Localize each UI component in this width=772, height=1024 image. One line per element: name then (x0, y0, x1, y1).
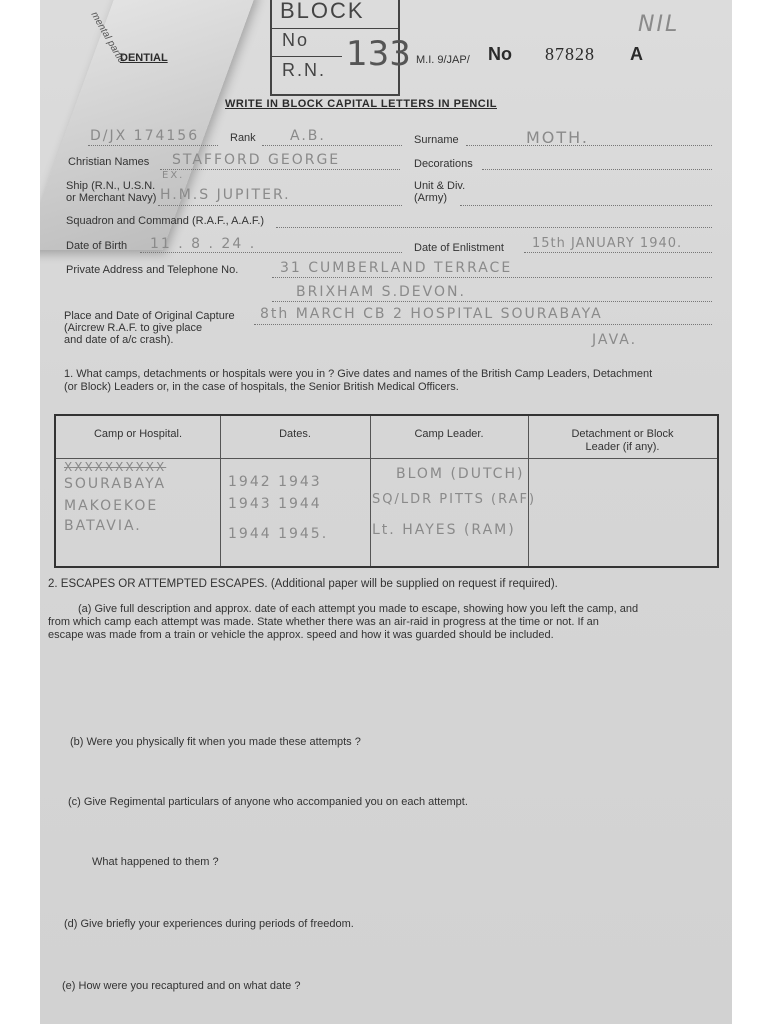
rank-label: Rank (230, 132, 256, 144)
unit-label-2: (Army) (414, 192, 447, 204)
question-2c: (c) Give Regimental particulars of anyone who accompanied you on each attempt. (68, 796, 468, 808)
decorations-label: Decorations (414, 158, 473, 170)
header-camp: Camp or Hospital. (93, 428, 183, 440)
table-row-1-camp: SOURABAYA (64, 476, 167, 492)
folded-corner (40, 0, 257, 250)
block-stamp (270, 0, 411, 96)
table-row-0-camp: XXXXXXXXXX (64, 460, 167, 474)
folded-corner-text: mental partic (88, 10, 127, 66)
enlistment-label: Date of Enlistment (414, 242, 504, 254)
stamp-line-2: No (282, 30, 310, 50)
address-label: Private Address and Telephone No. (66, 264, 239, 276)
table-row-3-dates: 1944 1945. (228, 526, 329, 542)
address-line-2: BRIXHAM S.DEVON. (296, 284, 466, 300)
question-2-title: 2. ESCAPES OR ATTEMPTED ESCAPES. (Additional paper will be supplied on request if required). (48, 578, 558, 590)
table-row-2-leader: SQ/LDR PITTS (RAF) (372, 492, 537, 507)
question-2a-line-3: escape was made from a train or vehicle the approx. speed and how it was guarded should be included. (48, 629, 554, 641)
question-2a-line-2: from which camp each attempt was made. State whether there was an air-raid in progress at the time or not. If an (48, 616, 599, 628)
ship-label-1: Ship (R.N., U.S.N. (66, 180, 156, 192)
camps-table (54, 414, 719, 568)
unit-label-1: Unit & Div. (414, 180, 466, 192)
table-row-2-dates: 1943 1944 (228, 496, 322, 512)
service-number-value: D/JX 174156 (90, 128, 200, 144)
table-row-1-leader: BLOM (DUTCH) (396, 466, 525, 482)
table-row-1-dates: 1942 1943 (228, 474, 322, 490)
surname-label: Surname (414, 134, 459, 146)
rank-value: A.B. (290, 128, 326, 144)
question-2d: (d) Give briefly your experiences during periods of freedom. (64, 918, 354, 930)
ship-ex: EX. (162, 170, 185, 181)
confidential-label: DENTIAL (120, 52, 168, 64)
table-row-3-leader: Lt. HAYES (RAM) (372, 522, 516, 538)
capture-value-1: 8th MARCH CB 2 HOSPITAL SOURABAYA (260, 306, 603, 322)
christian-names-value: STAFFORD GEORGE (172, 152, 341, 168)
mi-reference: M.I. 9/JAP/ (416, 54, 470, 66)
serial-number: 87828 (545, 44, 595, 64)
dob-value: 11 . 8 . 24 . (150, 236, 257, 252)
table-row-2-camp: MAKOEKOE (64, 498, 159, 514)
stamp-line-3: R.N. (282, 60, 326, 80)
header-detachment: Detachment or Block (571, 428, 674, 440)
stamp-line-1: BLOCK (280, 0, 365, 23)
ship-value: H.M.S JUPITER. (160, 187, 291, 203)
christian-names-label: Christian Names (68, 156, 150, 168)
stamp-number: 133 (346, 34, 411, 74)
capture-label-2: (Aircrew R.A.F. to give place (64, 322, 203, 334)
question-2c-followup: What happened to them ? (92, 856, 219, 868)
ship-label-2: or Merchant Navy) (66, 192, 157, 204)
question-2a-line-1: (a) Give full description and approx. date of each attempt you made to escape, showing how you left the camp, and (78, 603, 639, 615)
nil-note: NIL (638, 12, 680, 37)
question-1-line-2: (or Block) Leaders or, in the case of hospitals, the Senior British Medical Officers. (64, 381, 459, 393)
header-dates: Dates. (279, 428, 311, 440)
instruction-heading: WRITE IN BLOCK CAPITAL LETTERS IN PENCIL (225, 98, 497, 110)
question-2e: (e) How were you recaptured and on what date ? (62, 980, 301, 992)
question-2b: (b) Were you physically fit when you made these attempts ? (70, 736, 361, 748)
serial-suffix: A (630, 44, 643, 64)
number-label: No (488, 44, 512, 64)
address-line-1: 31 CUMBERLAND TERRACE (280, 260, 513, 276)
surname-value: MOTH. (526, 128, 590, 147)
header-leader: Camp Leader. (414, 428, 484, 440)
capture-label-1: Place and Date of Original Capture (64, 310, 235, 322)
header-detachment-2: Leader (if any). (585, 441, 660, 453)
dob-label: Date of Birth (66, 240, 128, 252)
table-row-3-camp: BATAVIA. (64, 518, 142, 534)
question-1-line-1: 1. What camps, detachments or hospitals were you in ? Give dates and names of the British Camp Leaders, Detachment (64, 368, 653, 380)
enlistment-value: 15th JANUARY 1940. (532, 236, 683, 251)
squadron-label: Squadron and Command (R.A.F., A.A.F.) (66, 215, 265, 227)
capture-label-3: and date of a/c crash). (64, 334, 174, 346)
capture-value-2: JAVA. (592, 332, 638, 348)
